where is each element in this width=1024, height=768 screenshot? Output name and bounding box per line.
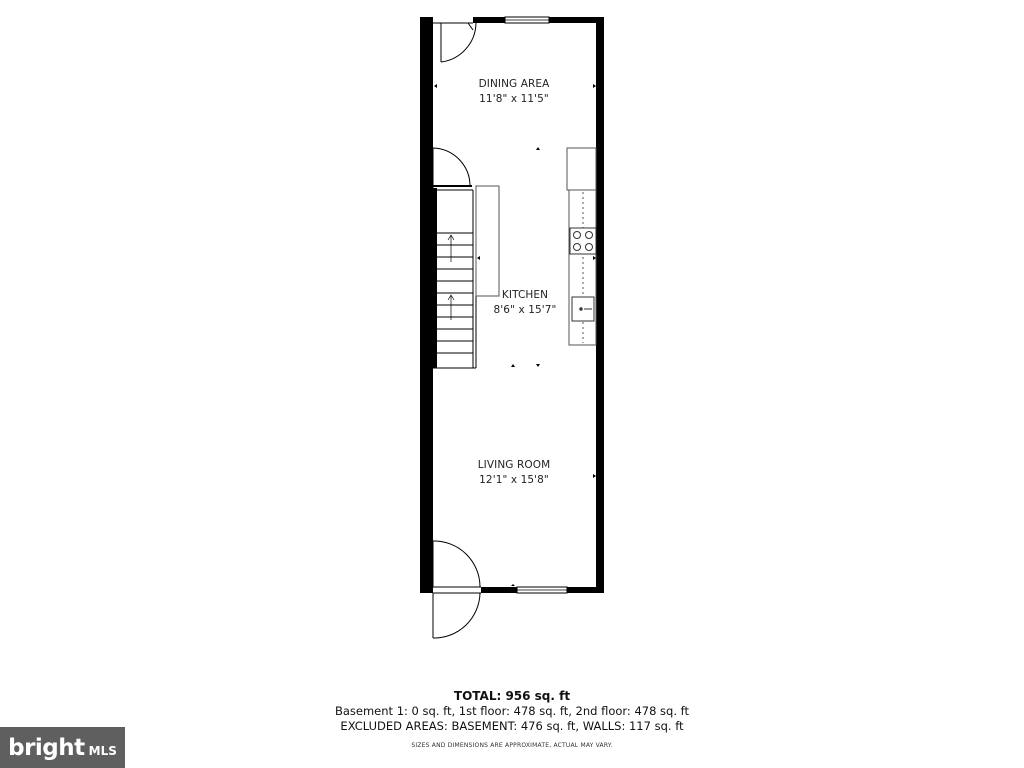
wall-bottom-mid: [481, 587, 517, 593]
living-room-label: [414, 458, 614, 488]
top-window: [505, 17, 549, 23]
kitchen-name: KITCHEN: [501, 289, 549, 301]
area-summary: [262, 688, 762, 733]
dining-area-name: DINING AREA: [478, 78, 550, 90]
kitchen-label: [425, 288, 625, 318]
dimension-markers: [430, 84, 596, 586]
living-room-name: LIVING ROOM: [477, 459, 551, 471]
wall-bottom-right: [567, 587, 604, 593]
dining-area-dims: 11'8" x 11'5": [479, 93, 549, 105]
dining-door: [433, 17, 476, 62]
stove-icon: [570, 228, 596, 254]
floor-breakdown: Basement 1: 0 sq. ft, 1st floor: 478 sq. ft, 2nd floor: 478 sq. ft: [334, 704, 690, 718]
staircase: [433, 188, 476, 368]
bright-mls-logo: [0, 727, 125, 768]
excluded-areas: EXCLUDED AREAS: BASEMENT: 476 sq. ft, WALLS: 117 sq. ft: [340, 718, 684, 733]
logo-suffix: MLS: [88, 743, 117, 758]
kitchen-dims: 8'6" x 15'7": [493, 304, 557, 316]
total-area: TOTAL: 956 sq. ft: [453, 689, 571, 703]
living-room-dims: 12'1" x 15'8": [479, 474, 549, 486]
logo-brand: bright: [8, 734, 85, 761]
kitchen-island: [476, 186, 499, 296]
stair-door: [433, 148, 472, 188]
wall-bottom-left: [420, 587, 432, 593]
entry-door: [433, 541, 481, 638]
bottom-window: [517, 587, 567, 593]
dining-area-label: [414, 77, 614, 107]
disclaimer: SIZES AND DIMENSIONS ARE APPROXIMATE, ACTUAL MAY VARY.: [411, 742, 613, 749]
